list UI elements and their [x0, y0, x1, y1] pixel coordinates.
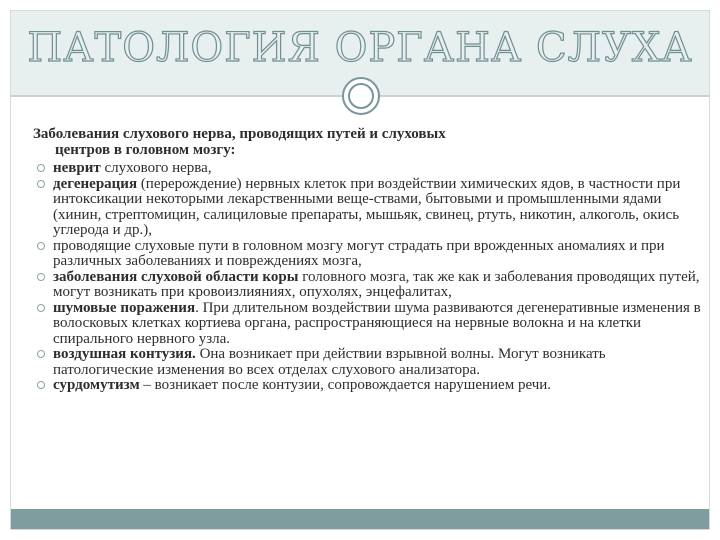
list-item: [31, 177, 701, 239]
slide-body: [31, 127, 701, 394]
slide-title: ПАТОЛОГИЯ ОРГАНА СЛУХА: [27, 25, 693, 71]
item-text: (перерождение) нервных клеток при воздействии химических ядов, в частности при интоксикации некоторыми лекарственными веще-ствами, бытовыми и промышленными ядами (хинин, стрептомицин, салициловые препараты, мышьяк, свинец, ртуть, никотин, алкоголь, окись углерода и др.),: [53, 175, 681, 238]
bullet-icon: [37, 273, 45, 281]
item-text: слухового нерва,: [100, 160, 212, 176]
intro-heading: [31, 127, 701, 158]
list-item: [31, 270, 701, 301]
item-bold: сурдомутизм: [53, 377, 140, 393]
item-bold: дегенерация: [53, 175, 138, 192]
bullet-list: [31, 161, 701, 394]
bullet-icon: [37, 381, 45, 389]
intro-line-2: центров в головном мозгу:: [55, 141, 236, 158]
list-item: [31, 239, 701, 270]
bullet-icon: [37, 304, 45, 312]
item-text: Она возникает при действии взрывной волны. Могут возникать патологические изменения во всех отделах слухового анализатора.: [53, 346, 606, 378]
item-text: проводящие слуховые пути в головном мозгу могут страдать при врожденных аномалиях и при различных заболеваниях и повреждениях мозга,: [53, 237, 665, 269]
circle-emblem-inner-icon: [348, 83, 374, 109]
item-bold: заболевания слуховой области коры: [53, 268, 299, 285]
item-bold: неврит: [53, 160, 101, 176]
item-text: головного мозга, так же как и заболевания проводящих путей, могут возникать при кровоизлияниях, опухолях, энцефалитах,: [53, 268, 700, 300]
intro-line-1: Заболевания слухового нерва, проводящих путей и слуховых: [33, 126, 446, 142]
bullet-icon: [37, 242, 45, 250]
list-item: [31, 347, 701, 378]
bullet-icon: [37, 180, 45, 188]
footer-bar: [11, 509, 709, 529]
circle-emblem-icon: [342, 77, 380, 115]
list-item: [31, 378, 701, 394]
slide: [10, 10, 710, 530]
item-bold: воздушная контузия.: [53, 346, 196, 362]
bullet-icon: [37, 350, 45, 358]
list-item: [31, 301, 701, 348]
item-text: . При длительном воздействии шума развиваются дегенеративные изменения в волосковых клетках кортиева органа, распространяющиеся на нервные волокна и на клетки спирального нервного узла.: [53, 299, 701, 347]
item-text: – возникает после контузии, сопровождается нарушением речи.: [139, 377, 552, 393]
list-item: [31, 161, 701, 177]
bullet-icon: [37, 164, 45, 172]
item-bold: шумовые поражения: [53, 299, 196, 316]
